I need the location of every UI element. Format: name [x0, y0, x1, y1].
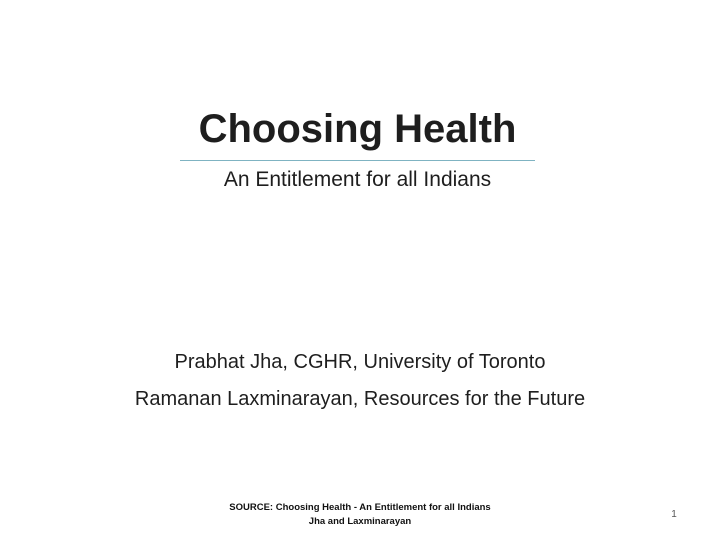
source-line-2: Jha and Laxminarayan: [308, 516, 412, 527]
slide-title: Choosing Health: [198, 107, 517, 151]
title-underline: [180, 160, 535, 161]
authors-block: [90, 348, 630, 414]
title-block: [180, 104, 535, 194]
author-line-1: Prabhat Jha, CGHR, University of Toronto: [174, 351, 546, 373]
source-note: [160, 501, 560, 529]
page-number: 1: [671, 509, 677, 520]
source-line-1: SOURCE: Choosing Health - An Entitlement for all Indians: [229, 502, 491, 513]
author-line-2: Ramanan Laxminarayan, Resources for the Future: [134, 388, 586, 410]
slide-subtitle: An Entitlement for all Indians: [223, 168, 492, 191]
